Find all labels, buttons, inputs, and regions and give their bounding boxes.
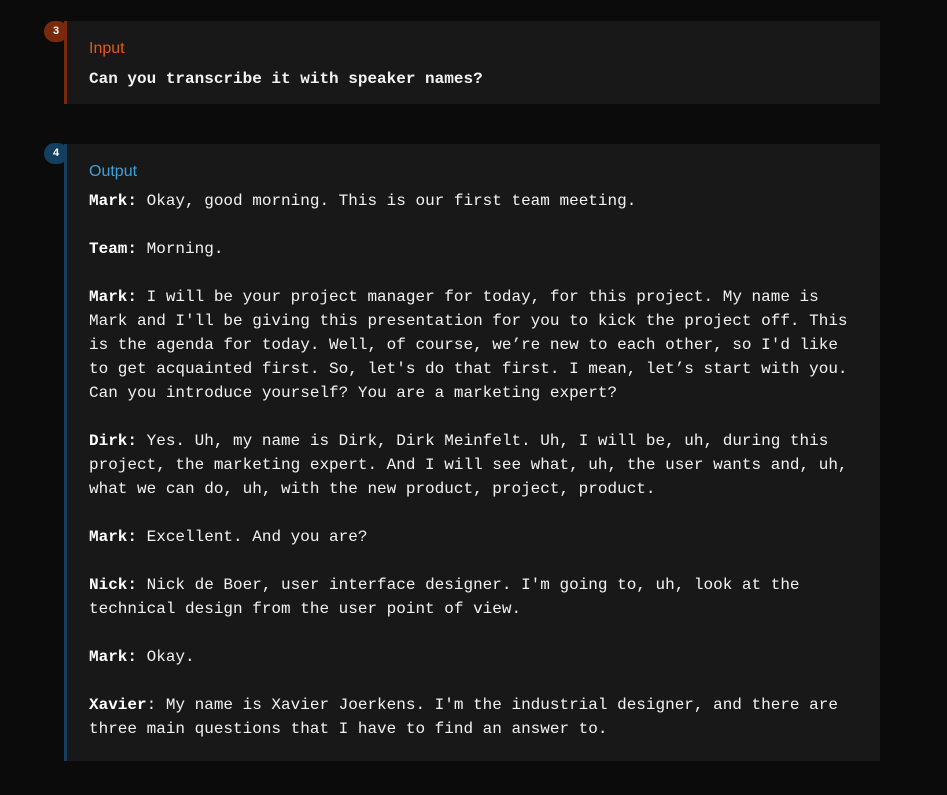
speaker-name: Nick:	[89, 576, 138, 594]
transcript-turn	[89, 693, 869, 741]
speech-text: Excellent. And you are?	[137, 528, 368, 546]
transcript-turn	[89, 429, 869, 501]
speech-text: Yes. Uh, my name is Dirk, Dirk Meinfelt. Uh, I will be, uh, during this project, the marketing expert. And I will see what, uh, the user wants and, uh, what we can do, uh, with the new product, project, product.	[89, 432, 848, 498]
speech-text: I will be your project manager for today, for this project. My name is Mark and I'll be giving this presentation for you to kick the project off. This is the agenda for today. Well, of course, we’re new to each other, so I'd like to get acquainted first. So, let's do that first. I mean, let’s start with you. Can you introduce yourself? You are a marketing expert?	[89, 288, 848, 402]
speaker-name: Mark:	[89, 528, 138, 546]
speech-text: Okay.	[137, 648, 195, 666]
transcript-turn	[89, 573, 869, 621]
speech-text: Nick de Boer, user interface designer. I'm going to, uh, look at the technical design from the user point of view.	[89, 576, 800, 618]
speaker-name: Mark:	[89, 288, 138, 306]
speaker-name: Team:	[89, 240, 138, 258]
speaker-name: Mark:	[89, 648, 138, 666]
speech-text: : My name is Xavier Joerkens. I'm the industrial designer, and there are three main questions that I have to find an answer to.	[89, 696, 838, 738]
input-step-number-badge: 3	[44, 21, 68, 42]
transcript-turn	[89, 525, 869, 549]
input-text: Can you transcribe it with speaker names?	[89, 70, 483, 88]
speech-text: Morning.	[137, 240, 224, 258]
output-label: Output	[89, 163, 138, 180]
speaker-name: Xavier	[89, 696, 147, 714]
input-label: Input	[89, 40, 125, 57]
output-step-number-badge: 4	[44, 143, 68, 164]
transcript-turn	[89, 645, 869, 669]
speaker-name: Dirk:	[89, 432, 138, 450]
transcript-turn	[89, 285, 869, 405]
speech-text: Okay, good morning. This is our first team meeting.	[137, 192, 637, 210]
output-card	[64, 144, 880, 761]
transcript-turn	[89, 189, 869, 213]
transcript-turn	[89, 237, 869, 261]
input-card	[64, 21, 880, 104]
transcript	[89, 189, 869, 765]
speaker-name: Mark:	[89, 192, 138, 210]
